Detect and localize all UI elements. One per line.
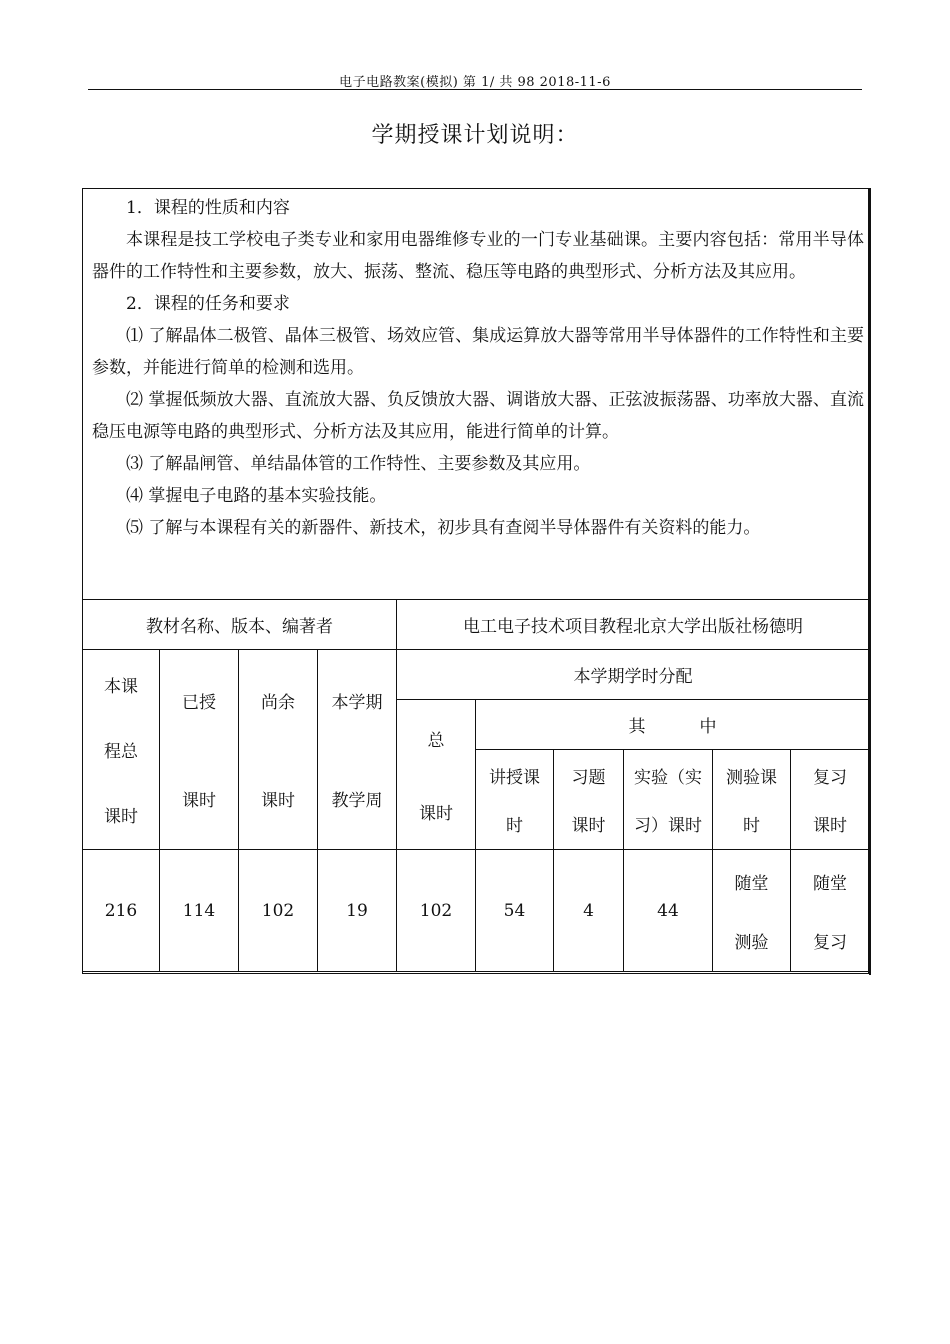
header-lab-line1: 实验（实	[634, 768, 702, 788]
header-test	[713, 750, 791, 850]
header-total-hours	[83, 650, 160, 850]
page-title: 学期授课计划说明：	[371, 123, 579, 148]
header-remaining-hours	[239, 650, 318, 850]
value-sum-hours: 102	[397, 850, 476, 972]
header-lecture-line2: 时	[506, 816, 523, 836]
course-description	[92, 192, 864, 544]
task-item-3: ⑶ 了解晶闸管、单结晶体管的工作特性、主要参数及其应用。	[126, 454, 591, 474]
task-item-5: ⑸ 了解与本课程有关的新器件、新技术，初步具有查阅半导体器件有关资料的能力。	[126, 518, 761, 538]
task-item-1: ⑴ 了解晶体二极管、晶体三极管、场效应管、集成运算放大器等常用半导体器件的工作特性和主要参数，并能进行简单的检测和选用。	[92, 326, 864, 378]
value-teaching-weeks: 19	[318, 850, 397, 972]
hours-plan-table	[82, 599, 870, 972]
header-total-line1: 本课	[104, 676, 138, 697]
value-taught-hours: 114	[160, 850, 239, 972]
paragraph-nature: 本课程是技工学校电子类专业和家用电器维修专业的一门专业基础课。主要内容包括：常用半导体器件的工作特性和主要参数，放大、振荡、整流、稳压等电路的典型形式、分析方法及其应用。	[92, 230, 864, 282]
value-review-line2: 复习	[813, 932, 848, 953]
header-of-which: 其 中	[476, 700, 870, 750]
section-heading-tasks: 2．课程的任务和要求	[126, 294, 290, 314]
header-taught-hours	[160, 650, 239, 850]
value-review-line1: 随堂	[813, 873, 848, 894]
header-teaching-weeks	[318, 650, 397, 850]
value-remaining-hours: 102	[239, 850, 318, 972]
header-taught-line1: 已授	[182, 693, 216, 713]
task-item-4: ⑷ 掌握电子电路的基本实验技能。	[126, 486, 387, 506]
header-sum-line2: 课时	[419, 803, 453, 824]
header-lecture	[476, 750, 554, 850]
value-test	[713, 850, 791, 972]
header-remaining-line1: 尚余	[261, 693, 295, 713]
header-weeks-line2: 教学周	[331, 791, 383, 811]
page-header: 电子电路教案(模拟) 第 1/ 共 98 2018-11-6	[339, 75, 611, 90]
textbook-value: 电工电子技术项目教程北京大学出版社杨德明	[397, 600, 870, 650]
header-test-line1: 测验课	[726, 768, 777, 788]
value-test-line2: 测验	[734, 932, 769, 953]
value-review	[791, 850, 870, 972]
value-lecture: 54	[476, 850, 554, 972]
header-lab	[624, 750, 713, 850]
header-lecture-line1: 讲授课	[489, 768, 540, 788]
textbook-label: 教材名称、版本、编著者	[83, 600, 397, 650]
header-remaining-line2: 课时	[261, 791, 295, 811]
header-review	[791, 750, 870, 850]
value-total-hours: 216	[83, 850, 160, 972]
header-exercise-line2: 课时	[571, 816, 606, 836]
header-test-line2: 时	[743, 816, 760, 836]
header-total-line2: 程总	[104, 741, 138, 762]
value-test-line1: 随堂	[734, 873, 769, 894]
header-total-line3: 课时	[104, 807, 138, 828]
header-taught-line2: 课时	[182, 791, 216, 811]
header-exercise	[554, 750, 624, 850]
header-sum-hours	[397, 700, 476, 850]
value-lab: 44	[624, 850, 713, 972]
header-weeks-line1: 本学期	[331, 693, 383, 713]
header-distribution: 本学期学时分配	[397, 650, 870, 700]
header-lab-line2: 习）课时	[634, 816, 702, 836]
header-exercise-line1: 习题	[571, 768, 606, 788]
header-rule	[88, 89, 862, 90]
section-heading-nature: 1．课程的性质和内容	[126, 198, 290, 218]
header-review-line1: 复习	[813, 768, 848, 788]
header-sum-line1: 总	[427, 730, 445, 751]
value-exercise: 4	[554, 850, 624, 972]
task-item-2: ⑵ 掌握低频放大器、直流放大器、负反馈放大器、调谐放大器、正弦波振荡器、功率放大器、直流稳压电源等电路的典型形式、分析方法及其应用，能进行简单的计算。	[92, 390, 864, 442]
header-review-line2: 课时	[813, 816, 848, 836]
